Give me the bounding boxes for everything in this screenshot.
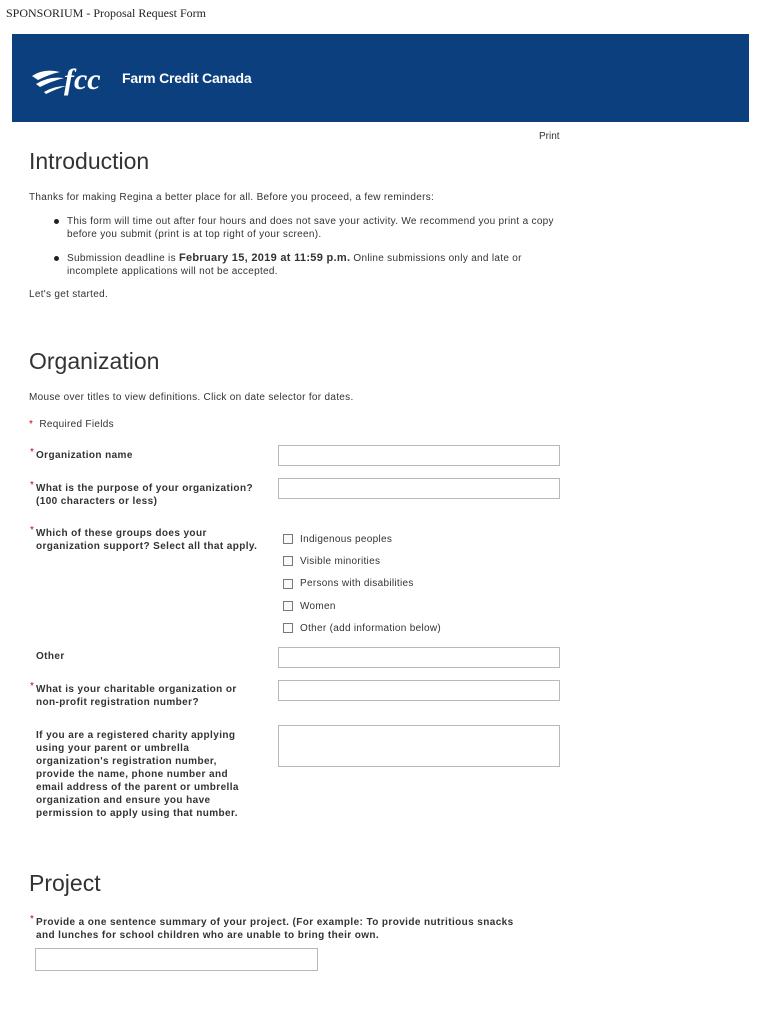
required-star: *: [30, 525, 35, 536]
other-input[interactable]: [278, 647, 560, 668]
parent-org-textarea[interactable]: [278, 725, 560, 767]
org-name-input[interactable]: [278, 445, 560, 466]
groups-label-text: Which of these groups does your organization support? Select all that apply.: [36, 528, 258, 552]
checkbox-women[interactable]: [283, 601, 293, 611]
reminder-deadline: [52, 252, 562, 278]
checkbox-label: Persons with disabilities: [300, 578, 414, 590]
reg-number-label-text: What is your charitable organization or non-profit registration number?: [36, 684, 237, 708]
checkbox-other[interactable]: [283, 623, 293, 633]
intro-lead: Thanks for making Regina a better place for all. Before you proceed, a few reminders:: [29, 192, 435, 203]
reg-number-input[interactable]: [278, 680, 560, 701]
brand-name: Farm Credit Canada: [122, 70, 252, 86]
svg-text:fcc: fcc: [64, 63, 101, 96]
checkbox-label: Visible minorities: [300, 555, 381, 567]
checkbox-row[interactable]: [283, 595, 441, 617]
purpose-label: [30, 482, 270, 508]
reminder-timeout: This form will time out after four hours and does not save your activity. We recommend you print a copy before you submit (print is at top right of your screen).: [52, 215, 562, 241]
checkbox-visible-minorities[interactable]: [283, 556, 293, 566]
checkbox-disabilities[interactable]: [283, 579, 293, 589]
checkbox-row[interactable]: [283, 617, 441, 639]
checkbox-label: Women: [300, 600, 336, 612]
checkbox-row[interactable]: [283, 550, 441, 572]
checkbox-label: Indigenous peoples: [300, 533, 393, 545]
deadline-post: Online submissions only and late or incomplete applications will not be accepted.: [67, 253, 522, 277]
org-name-label-text: Organization name: [36, 450, 133, 461]
required-star: *: [30, 914, 35, 925]
groups-checkbox-list: [283, 528, 441, 639]
parent-org-label: [30, 729, 252, 820]
required-star: *: [30, 447, 35, 458]
reg-number-label: [30, 683, 255, 709]
intro-closing: Let's get started.: [29, 289, 109, 300]
project-summary-input[interactable]: [35, 948, 318, 971]
required-star: *: [29, 419, 34, 430]
print-link[interactable]: Print: [539, 131, 560, 142]
purpose-label-text: What is the purpose of your organization? (100 characters or less): [36, 483, 253, 507]
checkbox-label: Other (add information below): [300, 622, 441, 634]
project-heading: Project: [29, 870, 101, 896]
purpose-input[interactable]: [278, 478, 560, 499]
required-fields-text: Required Fields: [39, 419, 114, 430]
organization-heading: Organization: [29, 348, 160, 374]
project-summary-label-text: Provide a one sentence summary of your project. (For example: To provide nutritious snacks and lunches for school children who are unable to bring their own.: [36, 917, 514, 941]
project-summary-label: [30, 916, 530, 942]
groups-label: [30, 527, 260, 553]
intro-heading: Introduction: [29, 148, 150, 174]
required-star: *: [30, 480, 35, 491]
required-star: *: [30, 681, 35, 692]
required-fields-note: [29, 419, 114, 430]
parent-org-label-text: If you are a registered charity applying using your parent or umbrella organization's registration number, provide the name, phone number and email address of the parent or umbrella organization and ensure you have permission to apply using that number.: [36, 730, 239, 819]
org-name-label: [30, 449, 270, 462]
header-banner: [12, 34, 749, 122]
checkbox-indigenous[interactable]: [283, 534, 293, 544]
checkbox-row[interactable]: [283, 573, 441, 595]
checkbox-row[interactable]: [283, 528, 441, 550]
fcc-logo-mark-icon: [30, 56, 120, 100]
deadline-date: February 15, 2019 at 11:59 p.m.: [178, 252, 351, 264]
other-label-text: Other: [36, 651, 65, 662]
organization-hint: Mouse over titles to view definitions. Click on date selector for dates.: [29, 392, 354, 403]
deadline-pre: Submission deadline is: [67, 253, 179, 264]
fcc-logo: [30, 56, 251, 100]
reminder-list: [52, 215, 562, 289]
document-title: SPONSORIUM - Proposal Request Form: [6, 6, 207, 20]
other-label: [30, 650, 270, 663]
